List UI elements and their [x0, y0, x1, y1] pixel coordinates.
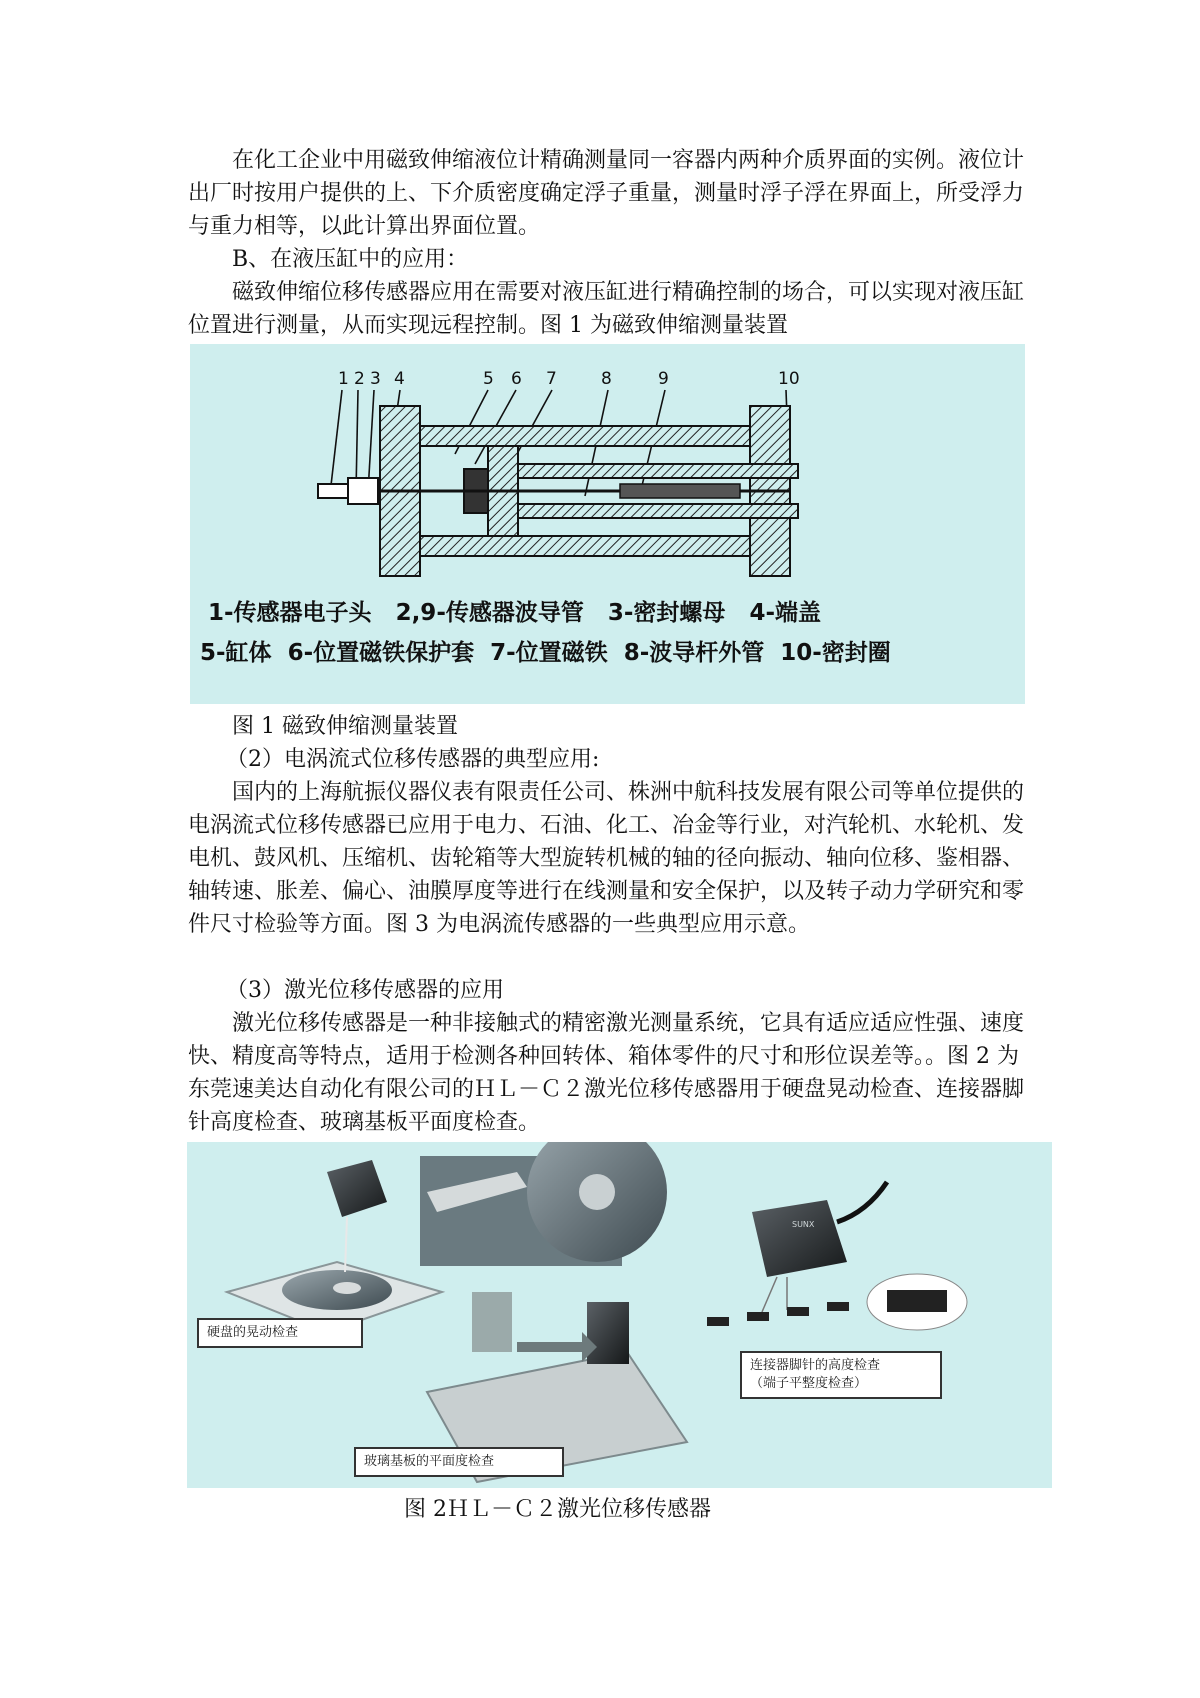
label-connector-check [740, 1351, 942, 1399]
connector-pin-1 [707, 1317, 729, 1326]
figure-2-laser-sensor-applications [187, 1142, 1052, 1488]
part-number-1: 1 [338, 369, 349, 389]
cylinder-wall-bottom [420, 536, 750, 556]
label-connector-main: 连接器脚针的高度检查 [750, 1358, 881, 1373]
figure-1-magnetostrictive-device [190, 344, 1025, 704]
part-number-6: 6 [511, 369, 522, 389]
part-number-8: 8 [601, 369, 612, 389]
heading-eddy-current: （2）电涡流式位移传感器的典型应用: [226, 747, 600, 772]
label-hdd-check: 硬盘的晃动检查 [197, 1318, 363, 1348]
part-number-5: 5 [483, 369, 494, 389]
sensor-brand-label: SUNX [792, 1220, 815, 1229]
glass-laser-sensor [587, 1302, 629, 1364]
connector-closeup-part [887, 1290, 947, 1312]
paragraph-eddy-current-application: 国内的上海航振仪器仪表有限责任公司、株洲中航科技发展有限公司等单位提供的电涡流式位移传感器已应用于电力、石油、化工、冶金等行业，对汽轮机、水轮机、发电机、鼓风机、压缩机、齿轮箱等大型旋转机械的轴的径向振动、轴向位移、鉴相器、轴转速、胀差、偏心、油膜厚度等进行在线测量和安全保护，以及转子动力学研究和零件尺寸检验等方面。图 3 为电涡流传感器的一些典型应用示意。 [188, 780, 1025, 937]
glass-sensor-ghost [472, 1292, 512, 1352]
hdd-spindle [333, 1282, 361, 1294]
figure-2-caption: 图 2ＨＬ－Ｃ２激光位移传感器 [404, 1497, 711, 1522]
figure-1-caption: 图 1 磁致伸缩测量装置 [232, 714, 458, 739]
part-number-3: 3 [370, 369, 381, 389]
connector-pin-2 [747, 1312, 769, 1321]
waveguide-coil [620, 484, 740, 498]
part-number-2: 2 [354, 369, 365, 389]
label-glass-check: 玻璃基板的平面度检查 [354, 1447, 564, 1477]
motion-arrow [517, 1332, 597, 1362]
connector-pin-3 [787, 1307, 809, 1316]
label-connector-sub: （端子平整度检查） [750, 1376, 868, 1391]
cylinder-wall-top [420, 426, 750, 446]
sensor-cable [837, 1182, 887, 1222]
paragraph-interface-measurement: 在化工企业中用磁致伸缩液位计精确测量同一容器内两种介质界面的实例。液位计出厂时按用户提供的上、下介质密度确定浮子重量，测量时浮子浮在界面上，所受浮力与重力相等，以此计算出界面位置。 [188, 148, 1025, 239]
part-number-9: 9 [658, 369, 669, 389]
part-number-7: 7 [546, 369, 557, 389]
paragraph-laser-application: 激光位移传感器是一种非接触式的精密激光测量系统，它具有适应适应性强、速度快、精度高等特点，适用于检测各种回转体、箱体零件的尺寸和形位误差等。。图 2 为东莞速美达自动化有限公司的ＨＬ－Ｃ２激光位移传感器用于硬盘晃动检查、连接器脚针高度检查、玻璃基板平面度检查。 [188, 1011, 1025, 1135]
connector-laser-sensor [752, 1200, 847, 1277]
laser-sensor-illustration [187, 1142, 1052, 1488]
paragraph-hydraulic-application: 磁致伸缩位移传感器应用在需要对液压缸进行精确控制的场合，可以实现对液压缸位置进行测量，从而实现远程控制。图 1 为磁致伸缩测量装置 [188, 280, 1025, 338]
hdd-closeup-hub [579, 1174, 615, 1210]
figure-1-legend-line-1: 1-传感器电子头 2,9-传感器波导管 3-密封螺母 4-端盖 [208, 600, 822, 626]
part-number-10: 10 [778, 369, 800, 389]
figure-1-legend-line-2: 5-缸体 6-位置磁铁保护套 7-位置磁铁 8-波导杆外管 10-密封圈 [200, 640, 891, 666]
connector-pin-4 [827, 1302, 849, 1311]
seal-nut [348, 478, 378, 504]
piston-rod-bottom [518, 504, 798, 518]
hdd-laser-sensor-body [327, 1160, 387, 1217]
heading-laser-displacement: （3）激光位移传感器的应用 [226, 978, 504, 1003]
piston-rod-top [518, 464, 798, 478]
part-number-4: 4 [394, 369, 405, 389]
sensor-electronic-head [318, 484, 348, 498]
heading-hydraulic-cylinder: B、在液压缸中的应用： [232, 247, 469, 272]
